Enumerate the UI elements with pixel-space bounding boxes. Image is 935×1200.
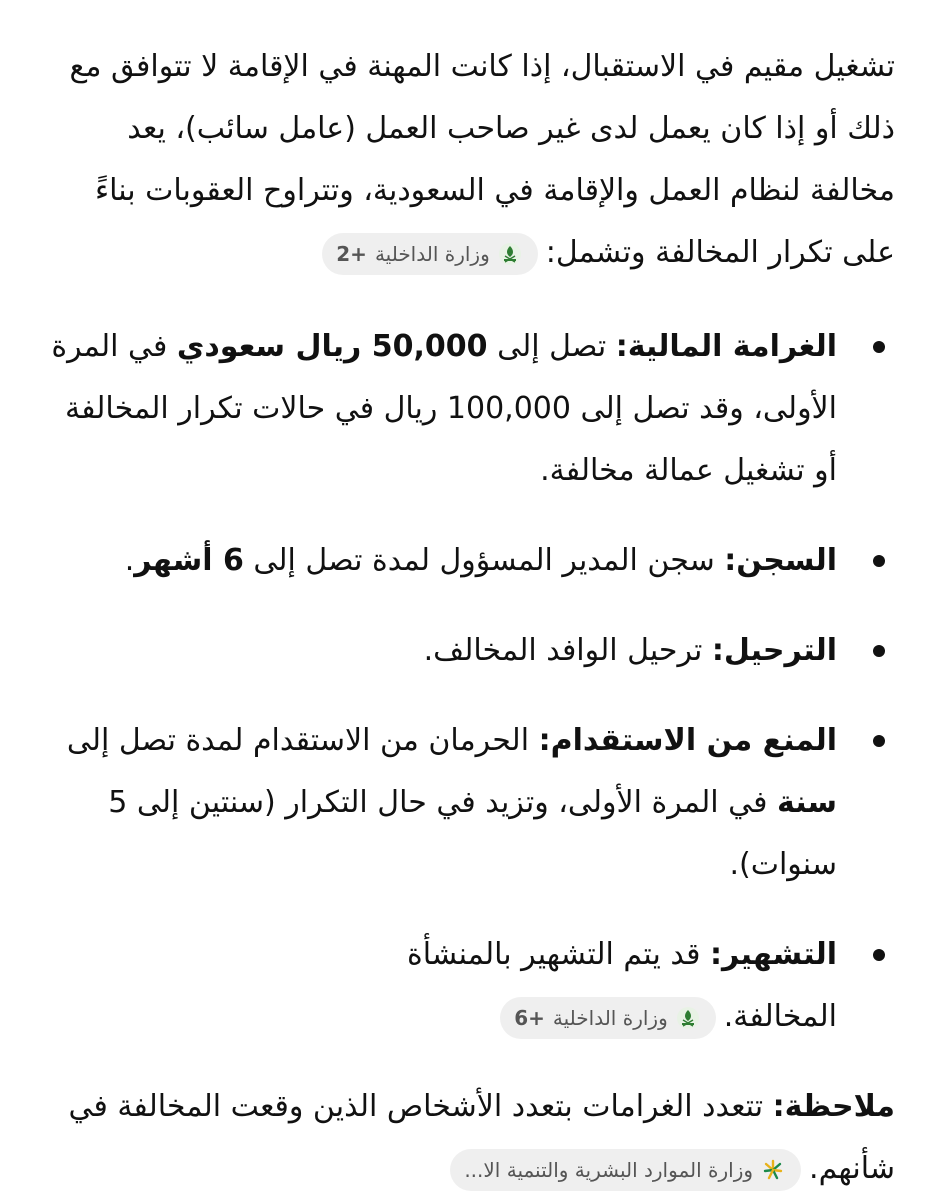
list-item-defamation [40, 924, 895, 1048]
source-chip-moi[interactable] [500, 997, 716, 1039]
intro-text: تشغيل مقيم في الاستقبال، إذا كانت المهنة في الإقامة لا تتوافق مع ذلك أو إذا كان يعمل لدى غير صاحب العمل (عامل سائب)، يعد مخالفة لنظام العمل والإقامة في السعودية، وتتراوح العقوبات بناءً على تكرار المخالفة وتشمل: [69, 49, 895, 270]
source-chip-label: وزارة الداخلية [374, 241, 490, 266]
bullet-icon [873, 645, 885, 657]
penalty-text: في المرة الأولى، وتزيد في حال التكرار (سنتين إلى 5 سنوات). [108, 785, 837, 882]
penalty-term: المنع من الاستقدام: [538, 723, 837, 758]
penalty-amount: 6 أشهر [134, 543, 244, 578]
list-item-deportation [40, 620, 895, 682]
list-item-recruitment-ban [40, 710, 895, 896]
penalty-text: سجن المدير المسؤول لمدة تصل إلى [243, 543, 725, 578]
penalty-text: ترحيل الوافد المخالف. [423, 633, 712, 668]
penalty-term: الترحيل: [711, 633, 837, 668]
intro-paragraph [40, 36, 895, 284]
penalty-text: قد يتم التشهير بالمنشأة المخالفة. [406, 937, 837, 1034]
bullet-icon [873, 341, 885, 353]
source-chip-count: +2 [336, 241, 367, 266]
note-text: تتعدد الغرامات بتعدد الأشخاص الذين وقعت المخالفة في شأنهم. [68, 1089, 895, 1186]
penalty-text: . [124, 543, 135, 578]
penalty-term: الغرامة المالية: [615, 329, 837, 364]
bullet-icon [873, 735, 885, 747]
source-chip-count: +6 [514, 1005, 545, 1030]
penalty-text: في المرة الأولى، وقد تصل إلى 100,000 ريال في حالات تكرار المخالفة أو تشغيل عمالة مخالفة. [51, 329, 837, 488]
penalty-amount: 50,000 ريال سعودي [176, 329, 488, 364]
list-item-fine [40, 316, 895, 502]
penalty-text: تصل إلى [487, 329, 616, 364]
source-chip-label: وزارة الموارد البشرية والتنمية الا... [464, 1157, 754, 1182]
source-chip-hrsd[interactable] [450, 1149, 801, 1191]
moi-emblem-icon [676, 1006, 700, 1030]
bullet-icon [873, 949, 885, 961]
source-chip-moi[interactable] [322, 233, 538, 275]
penalty-term: السجن: [724, 543, 837, 578]
bullet-icon [873, 555, 885, 567]
penalty-term: التشهير: [709, 937, 837, 972]
list-item-prison [40, 530, 895, 592]
note-paragraph [40, 1076, 895, 1200]
note-term: ملاحظة: [772, 1089, 895, 1124]
penalty-text: الحرمان من الاستقدام لمدة تصل إلى [66, 723, 539, 758]
penalty-amount: سنة [777, 785, 837, 820]
penalties-list [40, 316, 895, 1048]
source-chip-label: وزارة الداخلية [552, 1005, 668, 1030]
moi-emblem-icon [498, 242, 522, 266]
hrsd-logo-icon [761, 1158, 785, 1182]
